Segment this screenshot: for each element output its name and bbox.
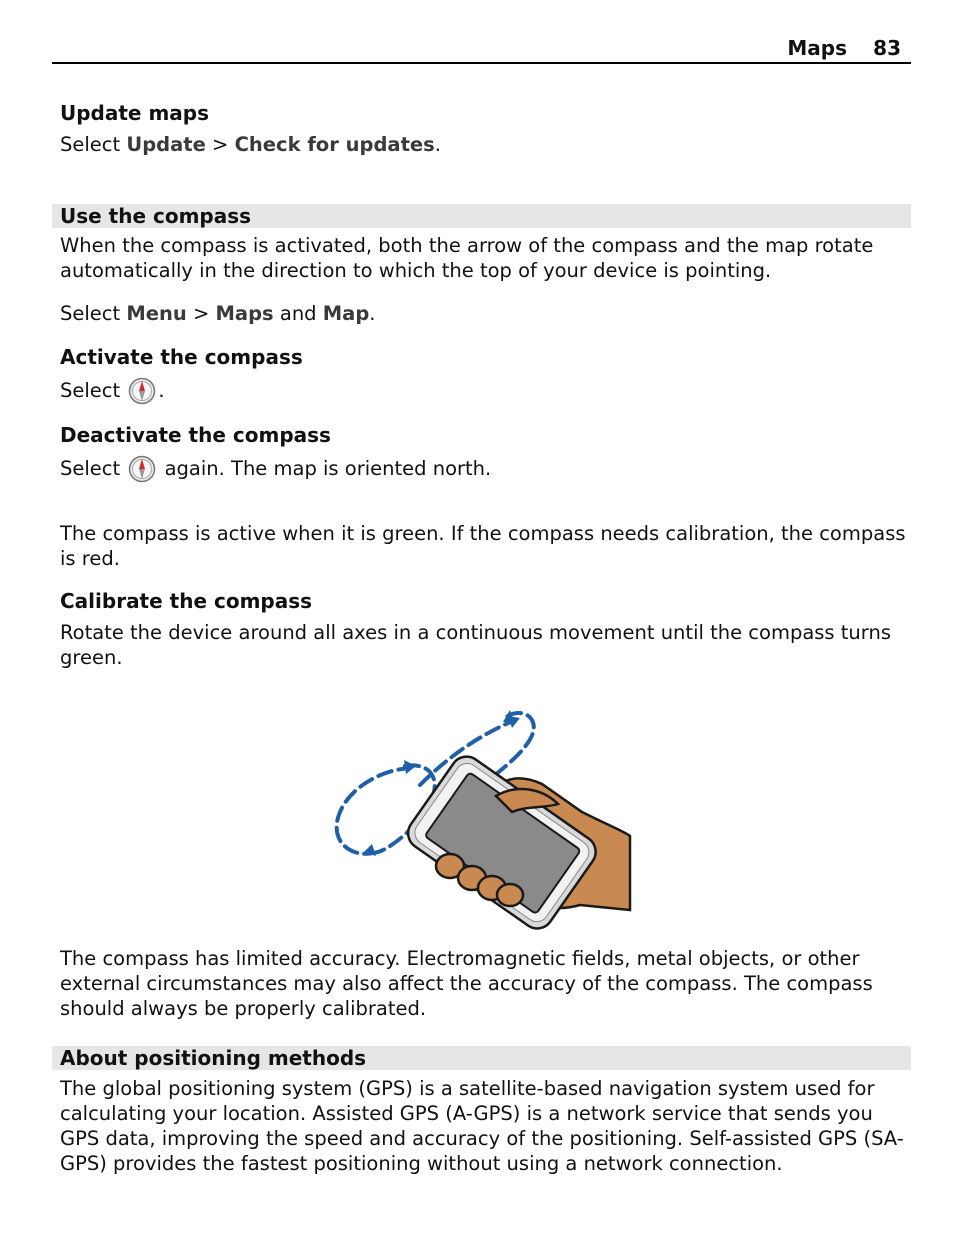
activate-compass-instruction [60,377,910,405]
calibrate-compass-title: Calibrate the compass [60,589,313,613]
use-compass-intro: When the compass is activated, both the arrow of the compass and the map rotate automatically in the direction to which the top of your device is pointing. [60,234,874,282]
section-band-use-compass [52,204,911,228]
separator: > [186,302,216,325]
select-word: Select [60,133,121,156]
select-word: Select [60,302,121,325]
header-page-number: 83 [873,36,901,60]
compass-active-note: The compass is active when it is green. If the compass needs calibration, the compass is red. [60,522,906,570]
separator: > [205,133,235,156]
update-maps-title: Update maps [60,101,210,125]
positioning-text: The global positioning system (GPS) is a satellite-based navigation system used for calculating your location. Assisted GPS (A-GPS) is a network service that sends you GPS data, improving the speed and accuracy of the positioning. Self-assisted GPS (SA-GPS) provides the fastest positioning without using a network connection. [60,1077,904,1175]
select-word: Select [60,457,121,480]
section-heading-use-compass: Use the compass [60,204,252,228]
period: . [158,379,165,402]
deactivate-rest-text: again. The map is oriented north. [164,457,492,480]
use-compass-instruction [60,301,910,326]
header-section-title: Maps [787,36,847,60]
deactivate-compass-instruction [60,455,910,483]
select-word: Select [60,379,121,402]
option-update: Update [126,133,206,156]
option-menu: Menu [126,302,187,325]
page-header [52,34,911,64]
section-band-positioning [52,1046,911,1070]
compass-accuracy-note: The compass has limited accuracy. Electromagnetic fields, metal objects, or other external circumstances may also affect the accuracy of the compass. The compass should always be properly calibrated. [60,947,873,1020]
update-maps-instruction [60,132,910,157]
compass-icon [128,377,156,405]
calibrate-compass-text: Rotate the device around all axes in a continuous movement until the compass turns green. [60,621,891,669]
option-map: Map [322,302,370,325]
period: . [369,302,376,325]
and-word: and [273,302,323,325]
period: . [434,133,441,156]
calibration-hand-phone-illustration [320,700,640,930]
option-maps: Maps [215,302,274,325]
activate-compass-title: Activate the compass [60,345,303,369]
option-check-for-updates: Check for updates [234,133,435,156]
deactivate-compass-title: Deactivate the compass [60,423,331,447]
compass-icon [128,455,156,483]
section-heading-positioning: About positioning methods [60,1046,367,1070]
